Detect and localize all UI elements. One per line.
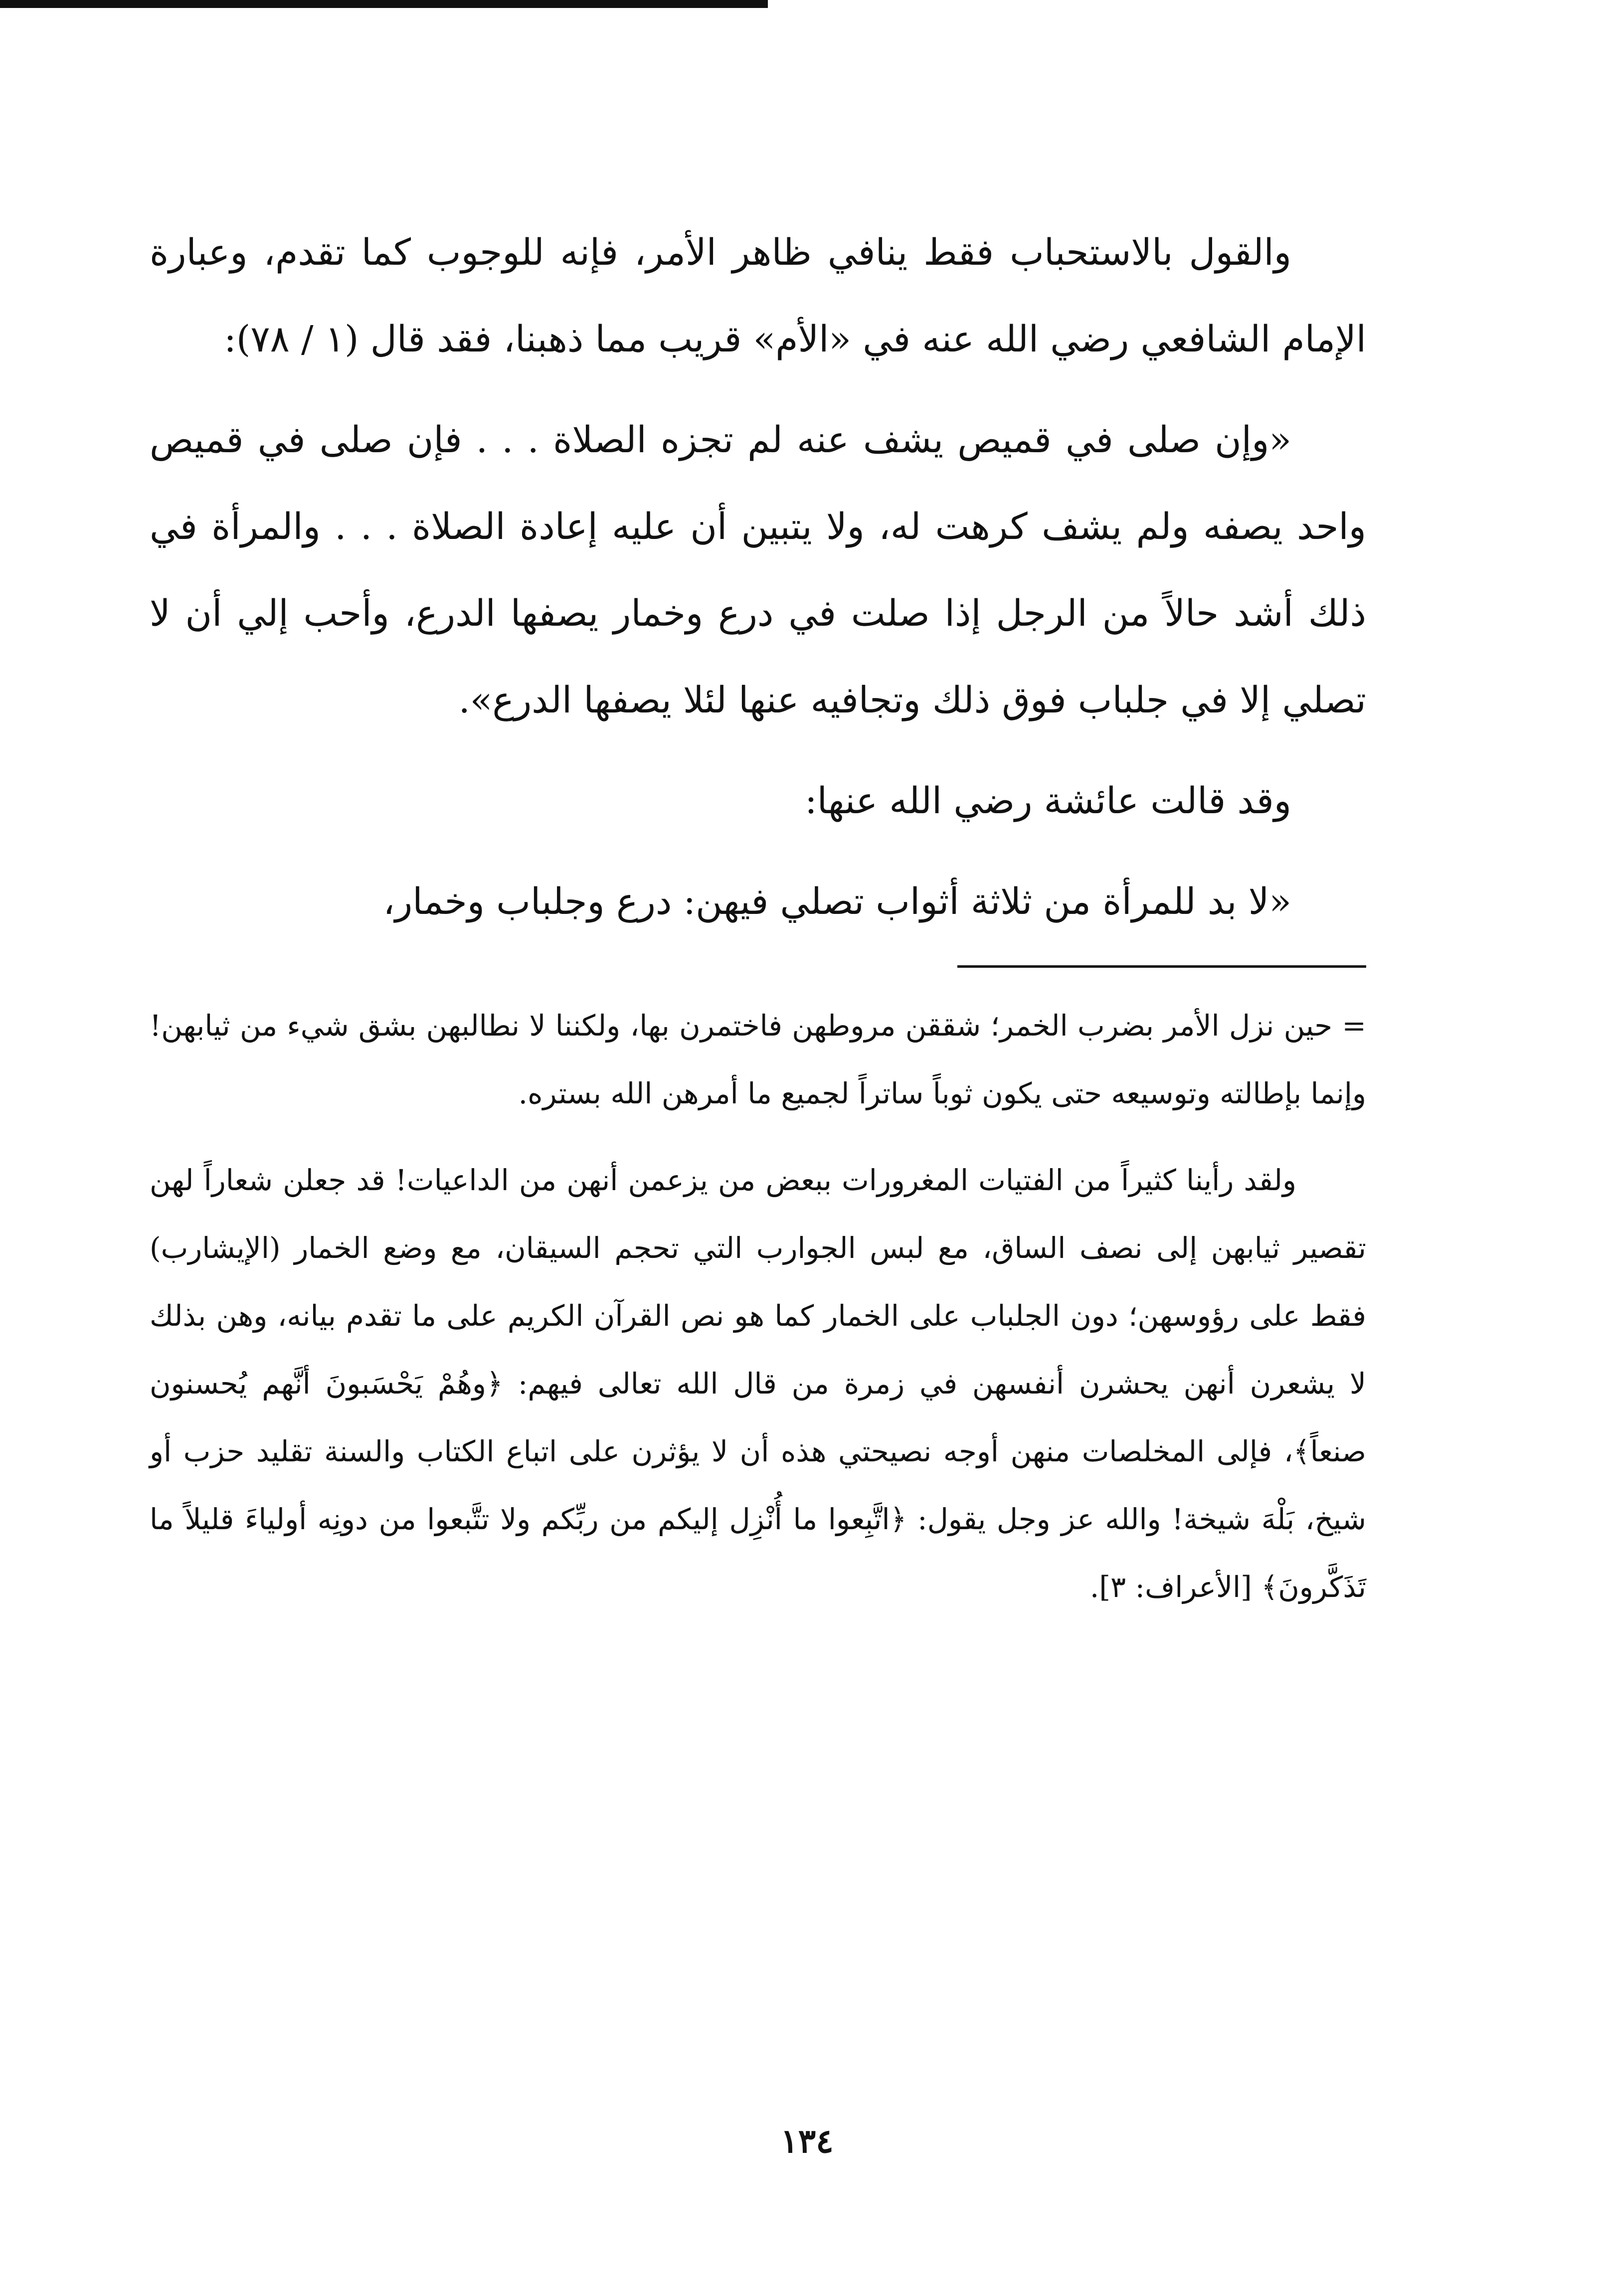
body-paragraph-1: والقول بالاستحباب فقط ينافي ظاهر الأمر، فإنه للوجوب كما تقدم، وعبارة الإمام الشافعي رضي الله عنه في «الأم» قريب مما ذهبنا، فقد قال (١ / ٧٨): xyxy=(150,231,1366,360)
page-number: ١٣٤ xyxy=(780,2121,834,2160)
main-text xyxy=(150,209,1366,945)
footnotes xyxy=(150,992,1366,1621)
top-edge-rule xyxy=(0,0,768,8)
footnote-paragraph-1: = حين نزل الأمر بضرب الخمر؛ شققن مروطهن فاختمرن بها، ولكننا لا نطالبهن بشق شيء من ثيابهن! وإنما بإطالته وتوسيعه حتى يكون ثوباً ساتراً لجميع ما أمرهن الله بستره. xyxy=(150,1009,1366,1110)
page-content xyxy=(150,209,1366,1621)
body-paragraph-4-quote: «لا بد للمرأة من ثلاثة أثواب تصلي فيهن: درع وجلباب وخمار، xyxy=(383,881,1291,923)
footnote-divider xyxy=(957,965,1366,968)
footnote-paragraph-2: ولقد رأينا كثيراً من الفتيات المغرورات ببعض من يزعمن أنهن من الداعيات! قد جعلن شعاراً لهن تقصير ثيابهن إلى نصف الساق، مع لبس الجوارب التي تحجم السيقان، مع وضع الخمار (الإيشارب) فقط على رؤوسهن؛ دون الجلباب على الخمار كما هو نص القرآن الكريم على ما تقدم بيانه، وهن بذلك لا يشعرن أنهن يحشرن أنفسهن في زمرة من قال الله تعالى فيهم: ﴿وهُمْ يَحْسَبونَ أنَّهم يُحسنون صنعاً﴾، فإلى المخلصات منهن أوجه نصيحتي هذه أن لا يؤثرن على اتباع الكتاب والسنة تقليد حزب أو شيخ، بَلْهَ شيخة! والله عز وجل يقول: ﴿اتَّبِعوا ما أُنْزِل إليكم من ربِّكم ولا تتَّبعوا من دونِه أولياءَ قليلاً ما تَذَكَّرونَ﴾ [الأعراف: ٣]. xyxy=(150,1163,1366,1604)
body-paragraph-3: وقد قالت عائشة رضي الله عنها: xyxy=(805,780,1291,822)
body-paragraph-2-quote: «وإن صلى في قميص يشف عنه لم تجزه الصلاة . . . فإن صلى في قميص واحد يصفه ولم يشف كرهت له، ولا يتبين أن عليه إعادة الصلاة . . . والمرأة في ذلك أشد حالاً من الرجل إذا صلت في درع وخمار يصفها الدرع، وأحب إلي أن لا تصلي إلا في جلباب فوق ذلك وتجافيه عنها لئلا يصفها الدرع». xyxy=(150,419,1366,721)
